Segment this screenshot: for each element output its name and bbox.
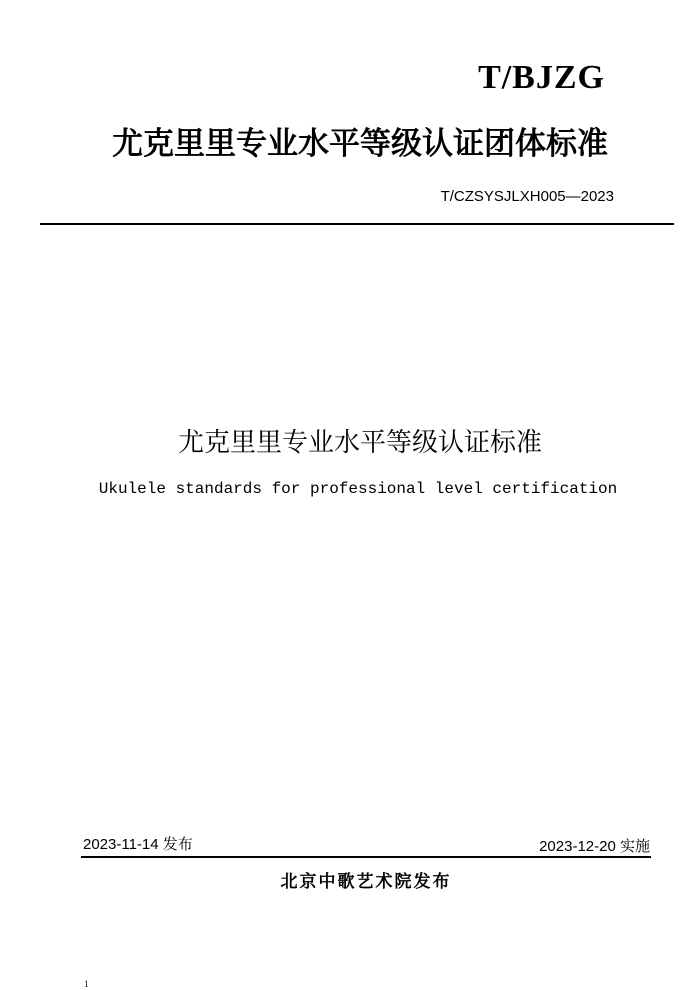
footer-divider xyxy=(81,856,651,858)
standard-code-mark: T/BJZG xyxy=(478,59,605,96)
standard-title-en: Ukulele standards for professional level certification xyxy=(98,480,618,498)
issue-date: 2023-11-14 发布 xyxy=(83,836,193,853)
publisher: 北京中歌艺术院发布 xyxy=(280,872,452,892)
standard-number: T/CZSYSJLXH005—2023 xyxy=(440,188,614,205)
page-number: 1 xyxy=(84,979,89,989)
standard-title-cn: 尤克里里专业水平等级认证标准 xyxy=(177,428,542,458)
organization-standard-title: 尤克里里专业水平等级认证团体标准 xyxy=(112,126,608,162)
implementation-date: 2023-12-20 实施 xyxy=(539,838,650,855)
header-divider xyxy=(40,223,674,225)
